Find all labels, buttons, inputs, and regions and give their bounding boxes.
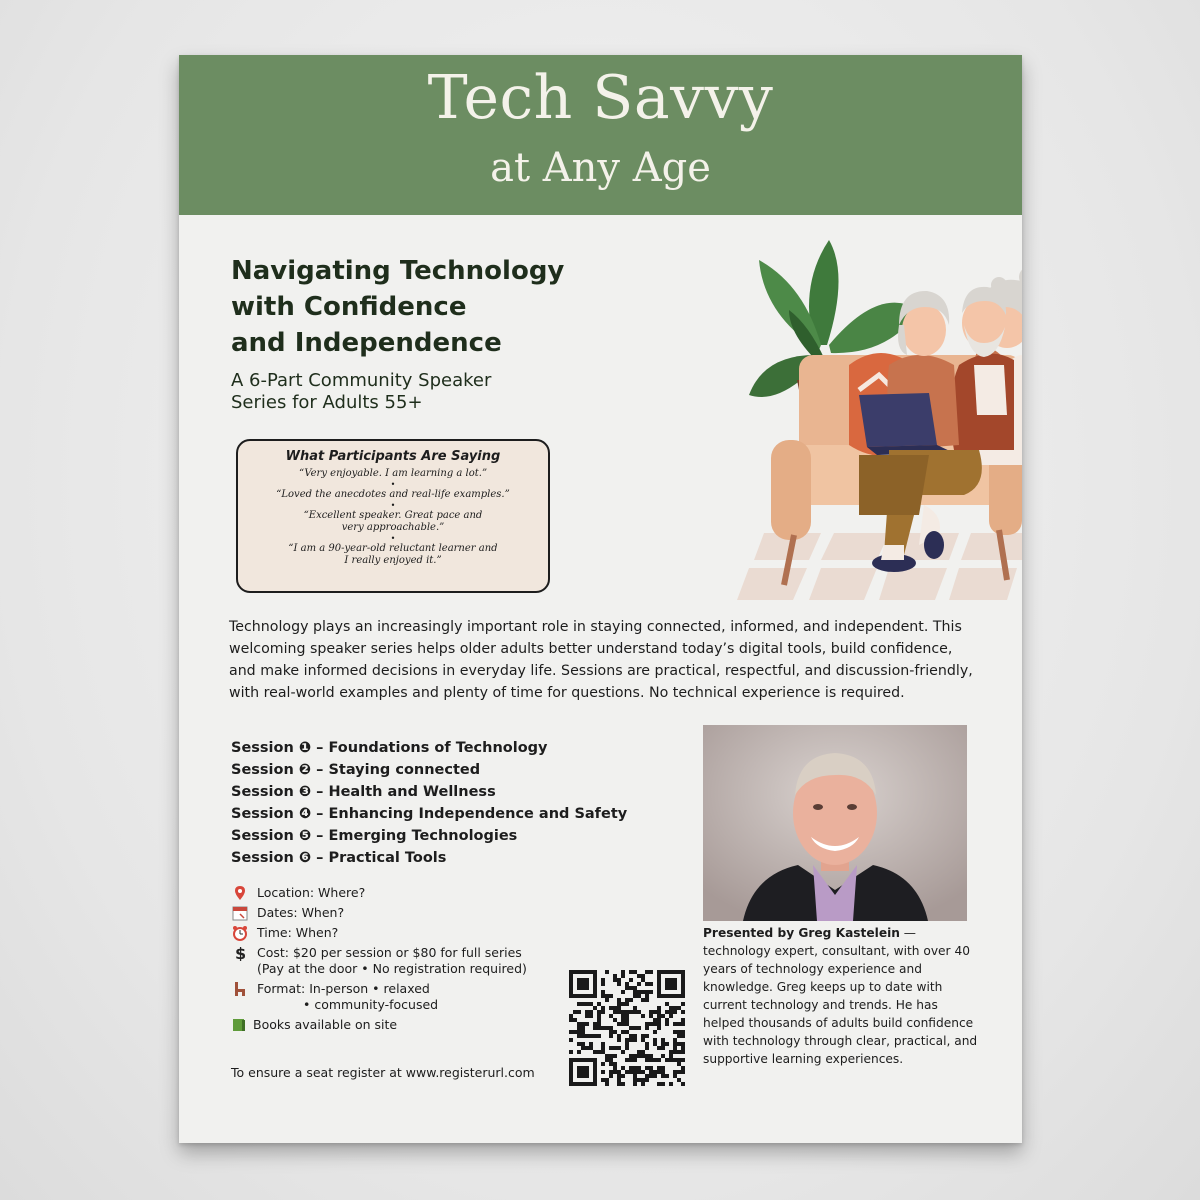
- presenter-photo: [703, 725, 967, 921]
- alarm-clock-icon: [231, 925, 249, 941]
- session-item: Session ❹ – Enhancing Independence and Safety: [231, 806, 628, 822]
- cost-row: [231, 945, 561, 977]
- flyer: [179, 55, 1022, 1143]
- couple-illustration: [559, 215, 1022, 615]
- register-text: To ensure a seat register at www.registerurl.com: [231, 1065, 535, 1080]
- subheading: [231, 370, 591, 414]
- session-item: Session ❸ – Health and Wellness: [231, 784, 496, 800]
- time-row: [231, 925, 561, 941]
- format-row: [231, 981, 561, 1013]
- chair-icon: [231, 981, 249, 997]
- headline-line: Navigating Technology: [231, 256, 565, 286]
- separator-dot: •: [390, 501, 396, 510]
- separator-dot: •: [390, 480, 396, 489]
- time-text: Time: When?: [257, 925, 339, 940]
- session-item: Session ❻ – Practical Tools: [231, 850, 447, 866]
- presenter-name: Presented by Greg Kastelein: [703, 926, 900, 940]
- calendar-icon: [231, 905, 249, 921]
- location-row: [231, 885, 561, 901]
- books-row: [231, 1017, 561, 1033]
- testimonial-quote: “Loved the anecdotes and real-life examples.”: [276, 489, 510, 500]
- headline-line: and Independence: [231, 328, 502, 358]
- testimonial-quote: I really enjoyed it.”: [344, 555, 442, 566]
- testimonials-box: [236, 439, 550, 593]
- cost-text: Cost: $20 per session or $80 for full series: [257, 945, 522, 960]
- session-item: Session ❶ – Foundations of Technology: [231, 740, 548, 756]
- description-paragraph: Technology plays an increasingly important role in staying connected, informed, and independent. This welcoming speaker series helps older adults better understand today’s digital tools, build confidence, and make informed decisions in everyday life. Sessions are practical, respectful, and discussion-friendly, with real-world examples and plenty of time for questions. No technical experience is required.: [229, 619, 973, 701]
- map-pin-icon: [231, 885, 249, 901]
- headline: [231, 253, 611, 361]
- testimonial-quote: very approachable.”: [341, 522, 445, 533]
- format-text: Format: In-person • relaxed: [257, 981, 430, 996]
- book-icon: [231, 1017, 249, 1033]
- testimonial-quote: “Excellent speaker. Great pace and: [303, 510, 483, 521]
- svg-text:$: $: [235, 945, 247, 961]
- headline-line: with Confidence: [231, 292, 467, 322]
- event-details: [231, 885, 561, 1037]
- books-text: Books available on site: [253, 1017, 398, 1032]
- banner-subtitle: at Any Age: [490, 145, 711, 191]
- subheading-line: Series for Adults 55+: [231, 392, 423, 413]
- testimonial-quote: “Very enjoyable. I am learning a lot.”: [298, 468, 488, 479]
- presenter-bio: [703, 924, 981, 1068]
- dates-row: [231, 905, 561, 921]
- session-item: Session ❷ – Staying connected: [231, 762, 481, 778]
- title-banner: [179, 55, 1022, 215]
- cost-note: (Pay at the door • No registration required): [257, 961, 527, 976]
- session-item: Session ❺ – Emerging Technologies: [231, 828, 518, 844]
- qr-code[interactable]: [569, 970, 685, 1086]
- testimonial-quote: “I am a 90-year-old reluctant learner and: [288, 543, 498, 554]
- subheading-line: A 6-Part Community Speaker: [231, 370, 492, 391]
- banner-title: Tech Savvy: [427, 63, 774, 133]
- presenter-description: — technology expert, consultant, with over 40 years of technology experience and knowledge. Greg keeps up to date with current technology and trends. He has helped thousands of adults build confidence with technology through clear, practical, and supportive learning experiences.: [703, 926, 978, 1066]
- dates-text: Dates: When?: [257, 905, 345, 920]
- session-list: [231, 737, 661, 869]
- separator-dot: •: [390, 534, 396, 543]
- location-text: Location: Where?: [257, 885, 366, 900]
- format-note: • community-focused: [303, 997, 439, 1012]
- dollar-icon: [231, 945, 249, 961]
- testimonials-title: What Participants Are Saying: [285, 449, 501, 464]
